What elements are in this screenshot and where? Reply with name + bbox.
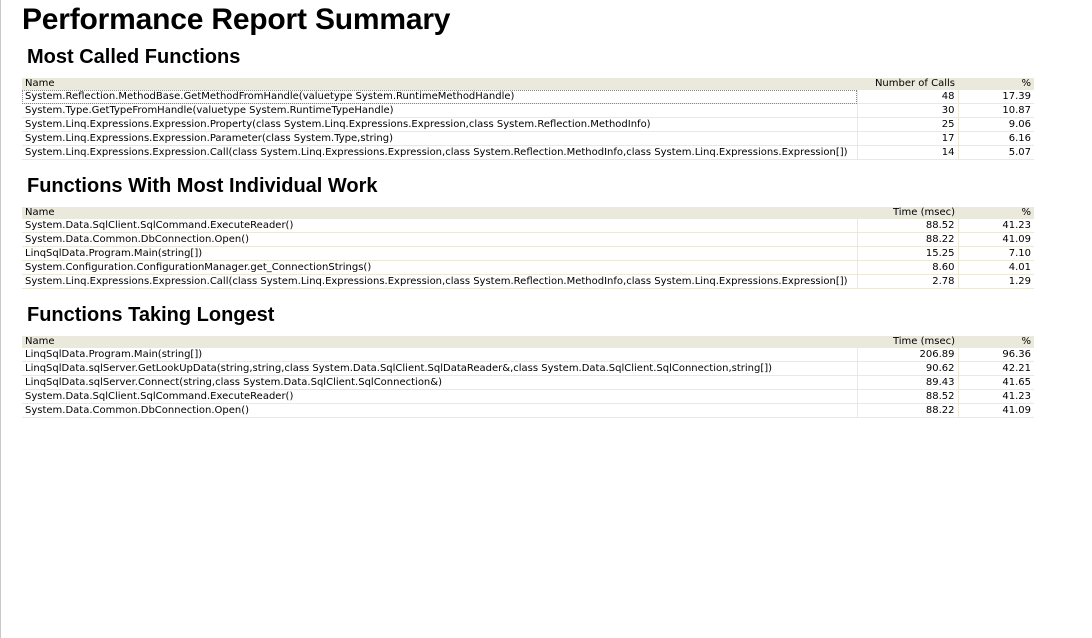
percent-cell: 42.21 xyxy=(958,362,1034,376)
time-cell: 88.22 xyxy=(857,233,958,247)
table-row[interactable] xyxy=(22,132,1034,146)
time-cell: 88.52 xyxy=(857,219,958,233)
table-row[interactable] xyxy=(22,348,1034,362)
time-cell: 90.62 xyxy=(857,362,958,376)
function-name-cell: System.Data.SqlClient.SqlCommand.ExecuteReader() xyxy=(22,219,857,233)
table-header-row xyxy=(22,336,1034,348)
percent-cell: 41.23 xyxy=(958,390,1034,404)
table-header-row xyxy=(22,207,1034,219)
table-row[interactable] xyxy=(22,146,1034,160)
calls-cell: 30 xyxy=(857,104,958,118)
table-row[interactable] xyxy=(22,390,1034,404)
table-header-row xyxy=(22,78,1034,90)
table-row[interactable] xyxy=(22,404,1034,418)
percent-cell: 10.87 xyxy=(958,104,1034,118)
column-header-time[interactable]: Time (msec) xyxy=(857,207,958,219)
function-name-cell: System.Reflection.MethodBase.GetMethodFromHandle(valuetype System.RuntimeMethodHandle) xyxy=(22,90,857,104)
column-header-name[interactable]: Name xyxy=(22,336,857,348)
time-cell: 89.43 xyxy=(857,376,958,390)
column-header-name[interactable]: Name xyxy=(22,78,857,90)
function-name-cell: System.Type.GetTypeFromHandle(valuetype System.RuntimeTypeHandle) xyxy=(22,104,857,118)
table-row[interactable] xyxy=(22,219,1034,233)
function-name-cell: LinqSqlData.Program.Main(string[]) xyxy=(22,247,857,261)
column-header-percent[interactable]: % xyxy=(958,336,1034,348)
time-cell: 88.52 xyxy=(857,390,958,404)
percent-cell: 4.01 xyxy=(958,261,1034,275)
percent-cell: 96.36 xyxy=(958,348,1034,362)
column-header-name[interactable]: Name xyxy=(22,207,857,219)
section-title-most-called: Most Called Functions xyxy=(27,46,241,68)
calls-cell: 17 xyxy=(857,132,958,146)
table-row[interactable] xyxy=(22,104,1034,118)
percent-cell: 17.39 xyxy=(958,90,1034,104)
percent-cell: 9.06 xyxy=(958,118,1034,132)
calls-cell: 14 xyxy=(857,146,958,160)
function-name-cell: System.Data.SqlClient.SqlCommand.ExecuteReader() xyxy=(22,390,857,404)
percent-cell: 41.09 xyxy=(958,233,1034,247)
column-header-time[interactable]: Time (msec) xyxy=(857,336,958,348)
calls-cell: 48 xyxy=(857,90,958,104)
time-cell: 2.78 xyxy=(857,275,958,289)
time-cell: 15.25 xyxy=(857,247,958,261)
table-row[interactable] xyxy=(22,247,1034,261)
table-row[interactable] xyxy=(22,261,1034,275)
table-row[interactable] xyxy=(22,362,1034,376)
column-header-percent[interactable]: % xyxy=(958,207,1034,219)
taking-longest-table xyxy=(22,336,1034,418)
table-row[interactable] xyxy=(22,90,1034,104)
most-called-table xyxy=(22,78,1034,160)
page-title: Performance Report Summary xyxy=(22,3,451,36)
function-name-cell: System.Linq.Expressions.Expression.Property(class System.Linq.Expressions.Expression,class System.Reflection.MethodInfo) xyxy=(22,118,857,132)
function-name-cell: LinqSqlData.sqlServer.Connect(string,class System.Data.SqlClient.SqlConnection&) xyxy=(22,376,857,390)
function-name-cell: System.Data.Common.DbConnection.Open() xyxy=(22,233,857,247)
percent-cell: 41.65 xyxy=(958,376,1034,390)
function-name-cell: LinqSqlData.sqlServer.GetLookUpData(string,string,class System.Data.SqlClient.SqlDataReader&,class System.Data.SqlClient.SqlConnection,string[]) xyxy=(22,362,857,376)
percent-cell: 7.10 xyxy=(958,247,1034,261)
section-title-most-individual-work: Functions With Most Individual Work xyxy=(27,175,378,197)
table-row[interactable] xyxy=(22,233,1034,247)
percent-cell: 5.07 xyxy=(958,146,1034,160)
section-title-taking-longest: Functions Taking Longest xyxy=(27,304,275,326)
column-header-calls[interactable]: Number of Calls xyxy=(857,78,958,90)
table-row[interactable] xyxy=(22,376,1034,390)
percent-cell: 6.16 xyxy=(958,132,1034,146)
function-name-cell: LinqSqlData.Program.Main(string[]) xyxy=(22,348,857,362)
percent-cell: 41.23 xyxy=(958,219,1034,233)
time-cell: 206.89 xyxy=(857,348,958,362)
time-cell: 8.60 xyxy=(857,261,958,275)
column-header-percent[interactable]: % xyxy=(958,78,1034,90)
function-name-cell: System.Data.Common.DbConnection.Open() xyxy=(22,404,857,418)
calls-cell: 25 xyxy=(857,118,958,132)
function-name-cell: System.Linq.Expressions.Expression.Parameter(class System.Type,string) xyxy=(22,132,857,146)
time-cell: 88.22 xyxy=(857,404,958,418)
function-name-cell: System.Linq.Expressions.Expression.Call(class System.Linq.Expressions.Expression,class System.Reflection.MethodInfo,class System.Linq.Expressions.Expression[]) xyxy=(22,146,857,160)
percent-cell: 1.29 xyxy=(958,275,1034,289)
function-name-cell: System.Linq.Expressions.Expression.Call(class System.Linq.Expressions.Expression,class System.Reflection.MethodInfo,class System.Linq.Expressions.Expression[]) xyxy=(22,275,857,289)
most-individual-work-table xyxy=(22,207,1034,289)
function-name-cell: System.Configuration.ConfigurationManager.get_ConnectionStrings() xyxy=(22,261,857,275)
percent-cell: 41.09 xyxy=(958,404,1034,418)
table-row[interactable] xyxy=(22,118,1034,132)
table-row[interactable] xyxy=(22,275,1034,289)
